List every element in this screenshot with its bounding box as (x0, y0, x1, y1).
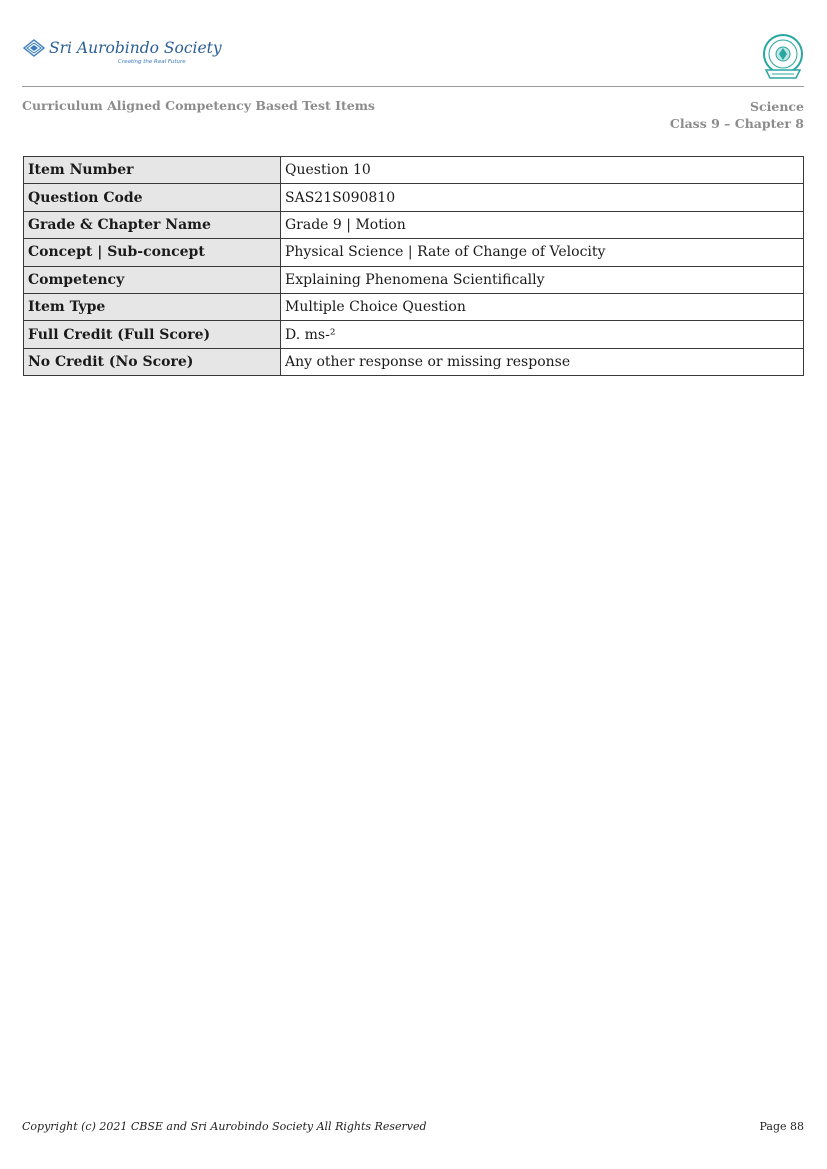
row-label: Full Credit (Full Score) (24, 321, 281, 348)
row-label: Item Number (24, 157, 281, 184)
row-value: Grade 9 | Motion (281, 211, 804, 238)
item-metadata-table (23, 156, 804, 376)
page-number: Page 88 (759, 1120, 804, 1133)
logo-wordmark: Sri Aurobindo Society (49, 39, 222, 57)
row-value: Question 10 (281, 157, 804, 184)
row-value: D. ms-² (281, 321, 804, 348)
row-label: Grade & Chapter Name (24, 211, 281, 238)
row-label: Item Type (24, 293, 281, 320)
row-value: Physical Science | Rate of Change of Velocity (281, 239, 804, 266)
subject-header (670, 98, 804, 132)
row-label: Concept | Sub-concept (24, 239, 281, 266)
table-row (24, 211, 804, 238)
row-label: No Credit (No Score) (24, 348, 281, 375)
logo-tagline: Creating the Real Future (118, 59, 186, 65)
sri-aurobindo-society-logo (22, 34, 222, 68)
table-row (24, 239, 804, 266)
lotus-emblem-icon (24, 40, 44, 56)
cbse-emblem-logo (760, 33, 806, 83)
table-row (24, 348, 804, 375)
table-row (24, 293, 804, 320)
row-value: Multiple Choice Question (281, 293, 804, 320)
document-series-title: Curriculum Aligned Competency Based Test Items (22, 98, 375, 113)
table-row (24, 321, 804, 348)
row-label: Competency (24, 266, 281, 293)
row-label: Question Code (24, 184, 281, 211)
row-value: SAS21S090810 (281, 184, 804, 211)
table-row (24, 184, 804, 211)
subject-label: Science (750, 99, 804, 114)
row-value: Any other response or missing response (281, 348, 804, 375)
row-value: Explaining Phenomena Scientifically (281, 266, 804, 293)
table-row (24, 266, 804, 293)
class-chapter-label: Class 9 – Chapter 8 (669, 116, 804, 131)
header-divider (22, 86, 804, 87)
table-row (24, 157, 804, 184)
copyright-notice: Copyright (c) 2021 CBSE and Sri Aurobindo Society All Rights Reserved (22, 1120, 427, 1133)
